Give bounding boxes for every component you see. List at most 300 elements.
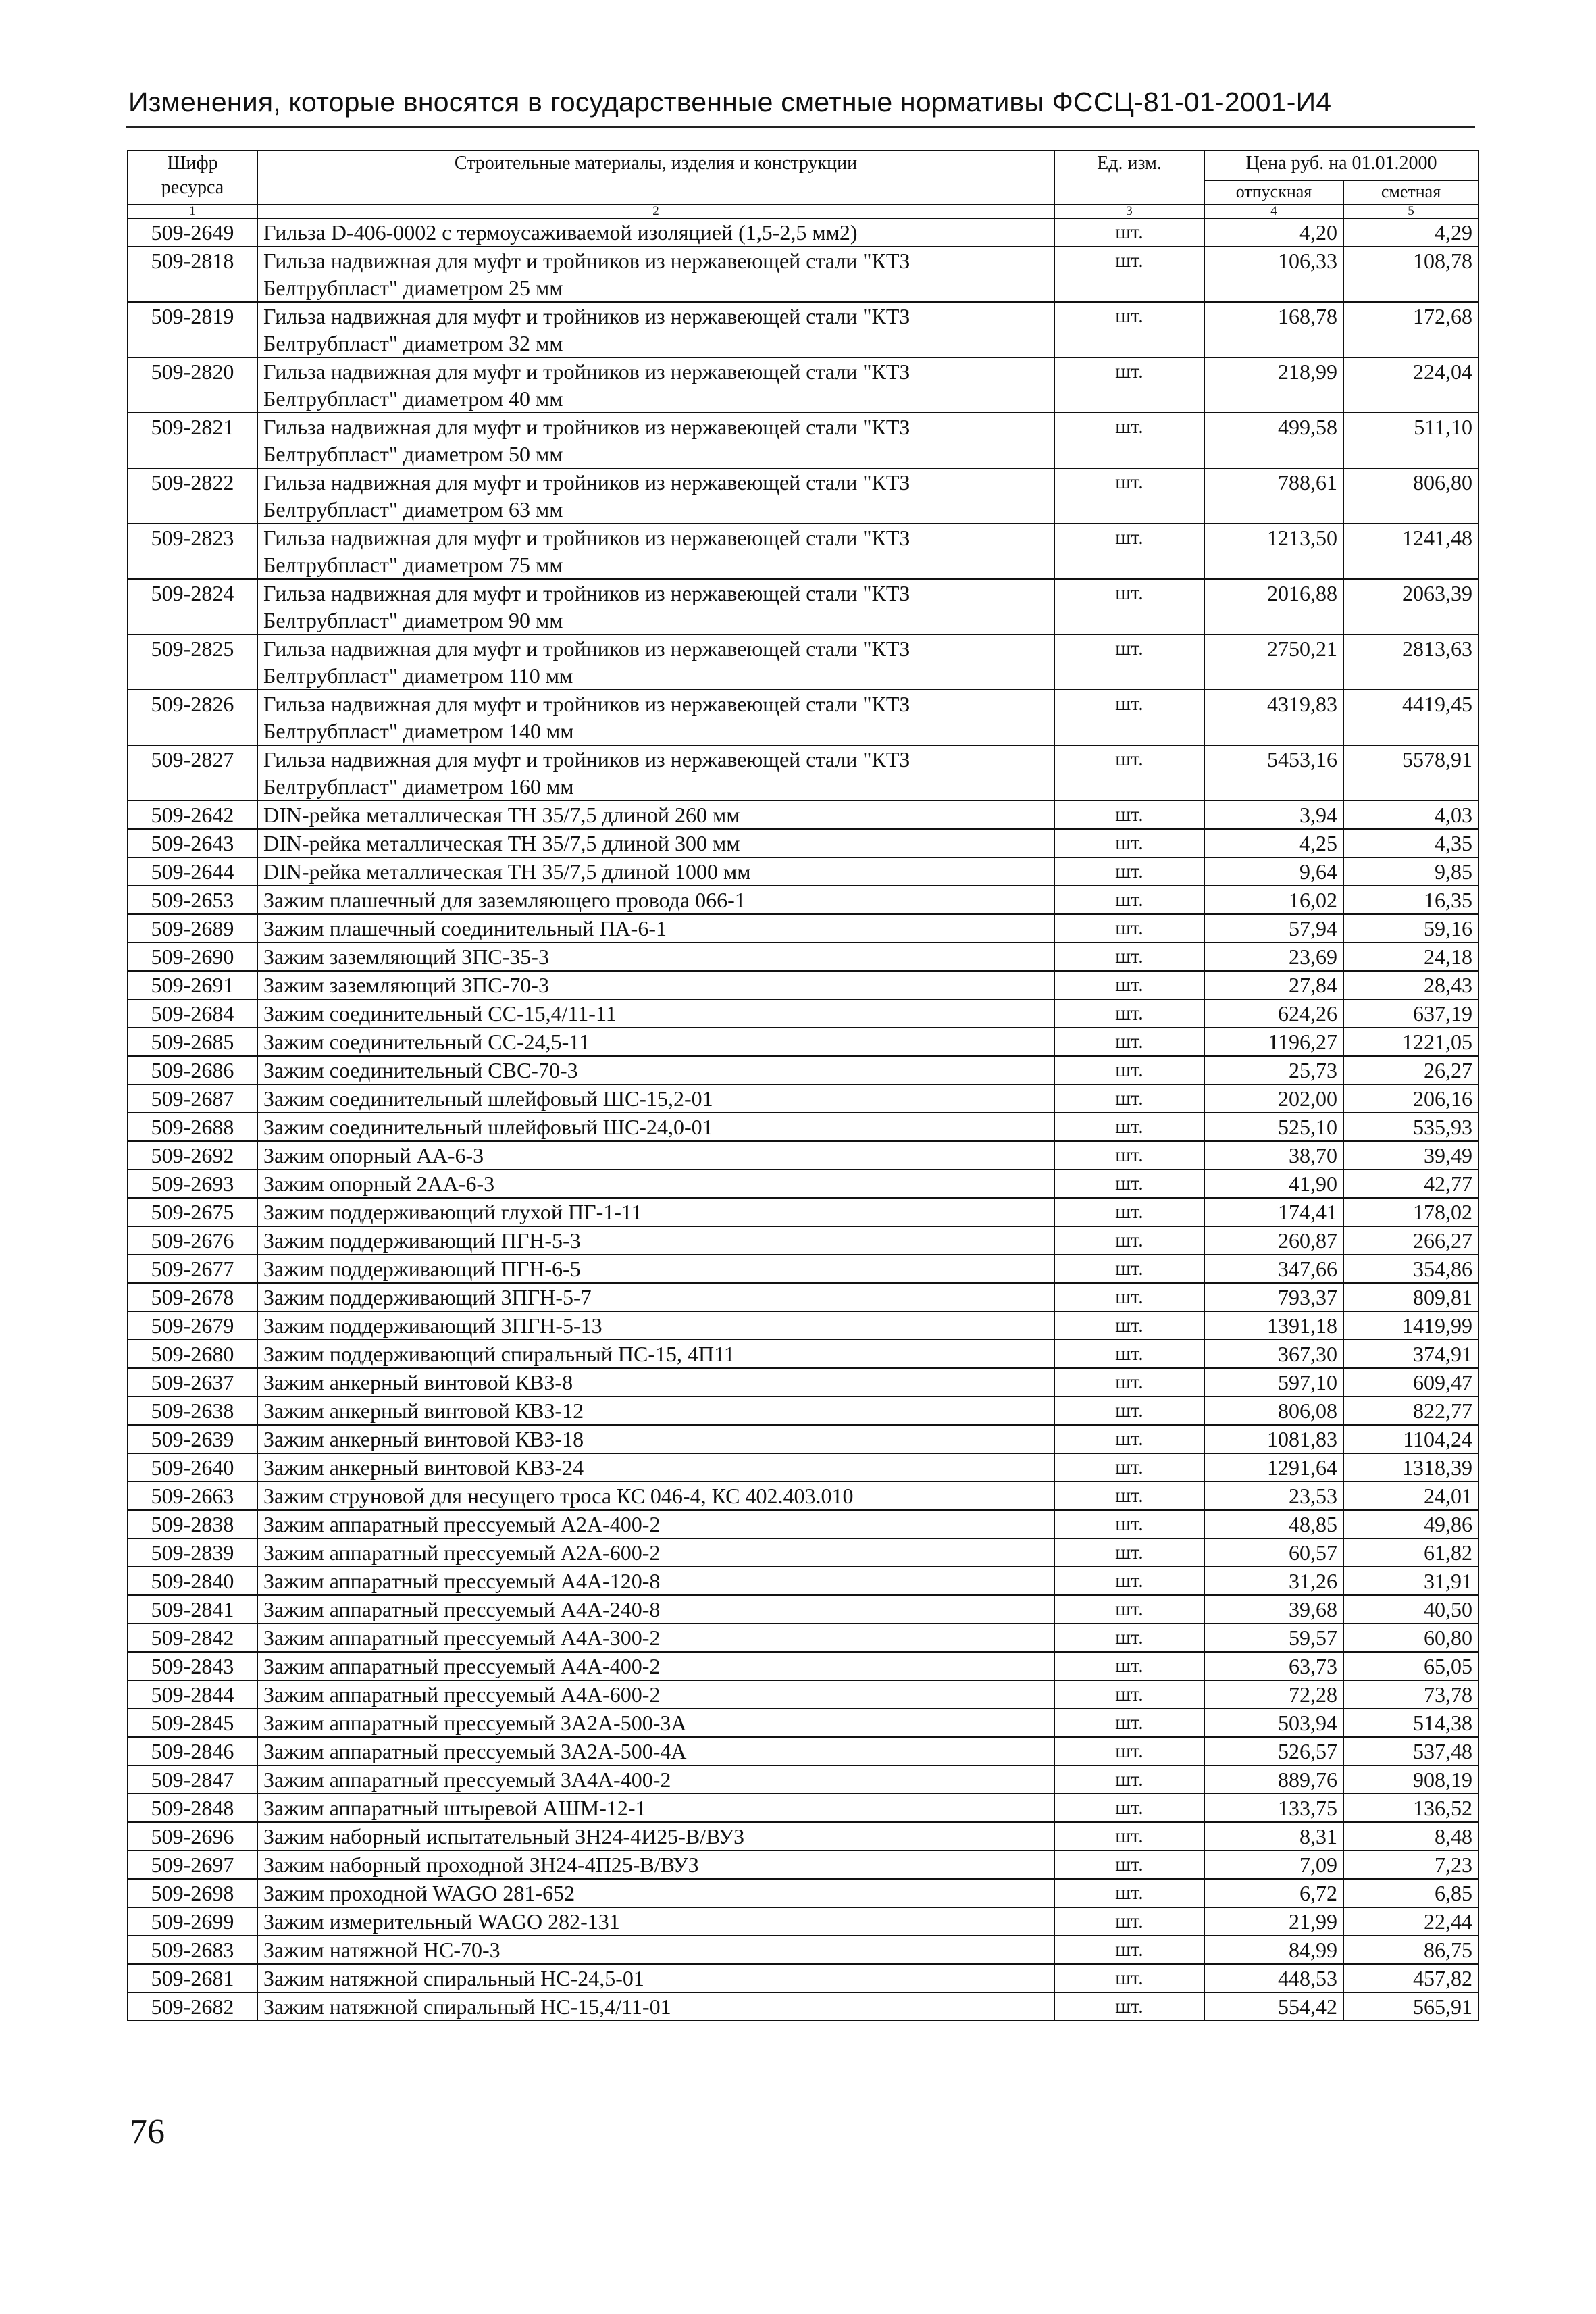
table-row [128,1453,1478,1482]
table-row [128,302,1478,357]
cell-price-estimate: 535,93 [1343,1113,1478,1141]
cell-code: 509-2675 [128,1198,257,1226]
cell-code: 509-2842 [128,1624,257,1652]
header-code: Шифр ресурса [128,151,257,205]
cell-price-release: 2750,21 [1204,634,1343,690]
table-row [128,999,1478,1028]
cell-price-estimate: 809,81 [1343,1283,1478,1311]
cell-unit: шт. [1054,1084,1204,1113]
cell-price-estimate: 31,91 [1343,1567,1478,1595]
cell-unit: шт. [1054,829,1204,857]
table-row [128,1255,1478,1283]
cell-unit: шт. [1054,690,1204,745]
cell-price-release: 5453,16 [1204,745,1343,801]
cell-code: 509-2679 [128,1311,257,1340]
cell-unit: шт. [1054,1056,1204,1084]
cell-price-release: 525,10 [1204,1113,1343,1141]
table-row [128,1936,1478,1964]
cell-price-estimate: 4,29 [1343,218,1478,247]
cell-name: DIN-рейка металлическая ТН 35/7,5 длиной 300 мм [257,829,1054,857]
cell-price-release: 39,68 [1204,1595,1343,1624]
cell-name: Зажим аппаратный штыревой АШМ-12-1 [257,1794,1054,1822]
cell-price-estimate: 4419,45 [1343,690,1478,745]
cell-code: 509-2823 [128,524,257,579]
cell-price-release: 2016,88 [1204,579,1343,634]
cell-name: Зажим аппаратный прессуемый 3А2А-500-3А [257,1709,1054,1737]
cell-code: 509-2642 [128,801,257,829]
header-price-estimate: сметная [1343,180,1478,205]
cell-name: Зажим аппаратный прессуемый 3А4А-400-2 [257,1765,1054,1794]
cell-price-release: 6,72 [1204,1879,1343,1907]
table-row [128,829,1478,857]
cell-unit: шт. [1054,1453,1204,1482]
cell-unit: шт. [1054,1907,1204,1936]
cell-code: 509-2689 [128,914,257,942]
table-row [128,1368,1478,1397]
cell-price-release: 31,26 [1204,1567,1343,1595]
cell-code: 509-2848 [128,1794,257,1822]
cell-unit: шт. [1054,1425,1204,1453]
cell-price-estimate: 40,50 [1343,1595,1478,1624]
table-row [128,1680,1478,1709]
cell-unit: шт. [1054,886,1204,914]
cell-code: 509-2820 [128,357,257,413]
cell-name: Зажим поддерживающий ПГН-6-5 [257,1255,1054,1283]
cell-price-estimate: 822,77 [1343,1397,1478,1425]
cell-name: Зажим плашечный соединительный ПА-6-1 [257,914,1054,942]
table-row [128,1765,1478,1794]
table-row [128,690,1478,745]
cell-price-estimate: 59,16 [1343,914,1478,942]
cell-price-estimate: 42,77 [1343,1169,1478,1198]
table-row [128,1226,1478,1255]
cell-price-release: 72,28 [1204,1680,1343,1709]
cell-code: 509-2826 [128,690,257,745]
cell-name: Гильза надвижная для муфт и тройников из нержавеющей стали "КТЗ Белтрубпласт" диаметром 110 мм [257,634,1054,690]
cell-price-estimate: 16,35 [1343,886,1478,914]
cell-name: Зажим натяжной спиральный НС-15,4/11-01 [257,1992,1054,2021]
cell-price-estimate: 637,19 [1343,999,1478,1028]
cell-price-estimate: 537,48 [1343,1737,1478,1765]
cell-name: Зажим проходной WAGO 281-652 [257,1879,1054,1907]
cell-unit: шт. [1054,914,1204,942]
cell-code: 509-2825 [128,634,257,690]
table-row [128,1595,1478,1624]
header-unit: Ед. изм. [1054,151,1204,205]
cell-price-release: 8,31 [1204,1822,1343,1851]
cell-price-estimate: 9,85 [1343,857,1478,886]
cell-name: Зажим соединительный шлейфовый ШС-15,2-01 [257,1084,1054,1113]
table-row [128,634,1478,690]
cell-name: Гильза надвижная для муфт и тройников из нержавеющей стали "КТЗ Белтрубпласт" диаметром 40 мм [257,357,1054,413]
cell-price-estimate: 609,47 [1343,1368,1478,1397]
cell-price-estimate: 565,91 [1343,1992,1478,2021]
cell-price-estimate: 6,85 [1343,1879,1478,1907]
cell-price-release: 503,94 [1204,1709,1343,1737]
table-row [128,524,1478,579]
cell-unit: шт. [1054,524,1204,579]
cell-price-estimate: 4,03 [1343,801,1478,829]
cell-price-estimate: 2813,63 [1343,634,1478,690]
cell-unit: шт. [1054,1283,1204,1311]
table-row [128,1113,1478,1141]
cell-unit: шт. [1054,1510,1204,1538]
cell-name: Зажим аппаратный прессуемый 3А2А-500-4А [257,1737,1054,1765]
table-row [128,1425,1478,1453]
cell-name: Зажим соединительный СВС-70-3 [257,1056,1054,1084]
page-header-title: Изменения, которые вносятся в государственные сметные нормативы ФССЦ-81-01-2001-И4 [128,86,1332,118]
cell-code: 509-2699 [128,1907,257,1936]
cell-unit: шт. [1054,1169,1204,1198]
cell-name: Зажим поддерживающий ПГН-5-3 [257,1226,1054,1255]
table-row [128,1992,1478,2021]
cell-price-estimate: 908,19 [1343,1765,1478,1794]
cell-unit: шт. [1054,468,1204,524]
cell-price-release: 218,99 [1204,357,1343,413]
cell-price-release: 788,61 [1204,468,1343,524]
cell-code: 509-2697 [128,1851,257,1879]
cell-price-release: 3,94 [1204,801,1343,829]
table-row [128,1794,1478,1822]
cell-price-release: 624,26 [1204,999,1343,1028]
cell-price-release: 1081,83 [1204,1425,1343,1453]
cell-price-release: 889,76 [1204,1765,1343,1794]
cell-unit: шт. [1054,1652,1204,1680]
cell-name: Гильза надвижная для муфт и тройников из нержавеющей стали "КТЗ Белтрубпласт" диаметром 160 мм [257,745,1054,801]
cell-code: 509-2653 [128,886,257,914]
table-row [128,971,1478,999]
header-price-group: Цена руб. на 01.01.2000 [1204,151,1478,180]
table-body [128,218,1478,2021]
cell-code: 509-2649 [128,218,257,247]
cell-name: Зажим анкерный винтовой КВЗ-18 [257,1425,1054,1453]
cell-code: 509-2692 [128,1141,257,1169]
cell-price-release: 260,87 [1204,1226,1343,1255]
cell-name: Зажим аппаратный прессуемый А4А-120-8 [257,1567,1054,1595]
resource-price-table [127,150,1479,2021]
cell-unit: шт. [1054,1368,1204,1397]
cell-price-release: 499,58 [1204,413,1343,468]
table-row [128,1879,1478,1907]
cell-price-estimate: 73,78 [1343,1680,1478,1709]
table-row [128,1283,1478,1311]
cell-unit: шт. [1054,745,1204,801]
header-price-release: отпускная [1204,180,1343,205]
cell-unit: шт. [1054,857,1204,886]
cell-price-estimate: 266,27 [1343,1226,1478,1255]
cell-price-estimate: 1221,05 [1343,1028,1478,1056]
cell-name: Зажим анкерный винтовой КВЗ-8 [257,1368,1054,1397]
table-row [128,357,1478,413]
cell-price-estimate: 206,16 [1343,1084,1478,1113]
page-number: 76 [130,2113,165,2151]
cell-price-release: 4,25 [1204,829,1343,857]
cell-code: 509-2838 [128,1510,257,1538]
cell-unit: шт. [1054,1113,1204,1141]
cell-code: 509-2690 [128,942,257,971]
cell-name: Зажим поддерживающий спиральный ПС-15, 4П11 [257,1340,1054,1368]
cell-code: 509-2644 [128,857,257,886]
cell-name: Зажим соединительный СС-24,5-11 [257,1028,1054,1056]
table-row [128,1964,1478,1992]
cell-unit: шт. [1054,942,1204,971]
cell-unit: шт. [1054,1765,1204,1794]
cell-unit: шт. [1054,1822,1204,1851]
cell-name: Зажим поддерживающий 3ПГН-5-13 [257,1311,1054,1340]
cell-unit: шт. [1054,1028,1204,1056]
cell-code: 509-2824 [128,579,257,634]
cell-code: 509-2684 [128,999,257,1028]
cell-code: 509-2682 [128,1992,257,2021]
cell-unit: шт. [1054,302,1204,357]
table-row [128,468,1478,524]
cell-code: 509-2693 [128,1169,257,1198]
cell-unit: шт. [1054,1964,1204,1992]
cell-code: 509-2680 [128,1340,257,1368]
cell-name: Зажим аппаратный прессуемый А2А-600-2 [257,1538,1054,1567]
cell-unit: шт. [1054,1851,1204,1879]
cell-price-release: 1291,64 [1204,1453,1343,1482]
cell-name: Зажим измерительный WAGO 282-131 [257,1907,1054,1936]
table-row [128,247,1478,302]
cell-code: 509-2687 [128,1084,257,1113]
cell-name: Зажим наборный испытательный ЗН24-4И25-В/ВУЗ [257,1822,1054,1851]
cell-price-release: 1196,27 [1204,1028,1343,1056]
column-number: 5 [1343,205,1478,218]
header-name: Строительные материалы, изделия и конструкции [257,151,1054,205]
cell-price-release: 168,78 [1204,302,1343,357]
cell-price-release: 38,70 [1204,1141,1343,1169]
cell-price-estimate: 49,86 [1343,1510,1478,1538]
table-row [128,914,1478,942]
cell-code: 509-2845 [128,1709,257,1737]
cell-code: 509-2678 [128,1283,257,1311]
cell-name: Гильза надвижная для муфт и тройников из нержавеющей стали "КТЗ Белтрубпласт" диаметром 75 мм [257,524,1054,579]
table-row [128,1311,1478,1340]
cell-unit: шт. [1054,1879,1204,1907]
cell-name: Зажим аппаратный прессуемый А4А-300-2 [257,1624,1054,1652]
table-row [128,886,1478,914]
cell-unit: шт. [1054,1992,1204,2021]
cell-unit: шт. [1054,1141,1204,1169]
cell-unit: шт. [1054,1709,1204,1737]
column-number: 2 [257,205,1054,218]
cell-price-estimate: 178,02 [1343,1198,1478,1226]
cell-code: 509-2822 [128,468,257,524]
cell-name: Зажим анкерный винтовой КВЗ-12 [257,1397,1054,1425]
cell-unit: шт. [1054,1340,1204,1368]
cell-unit: шт. [1054,1482,1204,1510]
cell-price-release: 133,75 [1204,1794,1343,1822]
cell-price-estimate: 24,18 [1343,942,1478,971]
cell-unit: шт. [1054,1397,1204,1425]
table-row [128,1510,1478,1538]
cell-code: 509-2691 [128,971,257,999]
cell-name: DIN-рейка металлическая ТН 35/7,5 длиной 1000 мм [257,857,1054,886]
cell-code: 509-2643 [128,829,257,857]
cell-code: 509-2639 [128,1425,257,1453]
cell-name: Гильза надвижная для муфт и тройников из нержавеющей стали "КТЗ Белтрубпласт" диаметром 140 мм [257,690,1054,745]
cell-price-release: 7,09 [1204,1851,1343,1879]
cell-price-release: 27,84 [1204,971,1343,999]
cell-price-release: 23,69 [1204,942,1343,971]
cell-price-release: 1213,50 [1204,524,1343,579]
cell-price-estimate: 65,05 [1343,1652,1478,1680]
cell-code: 509-2827 [128,745,257,801]
cell-price-release: 25,73 [1204,1056,1343,1084]
cell-price-release: 448,53 [1204,1964,1343,1992]
cell-code: 509-2846 [128,1737,257,1765]
table-row [128,413,1478,468]
column-number: 3 [1054,205,1204,218]
cell-price-release: 526,57 [1204,1737,1343,1765]
table-header [128,151,1478,218]
table-row [128,1624,1478,1652]
cell-code: 509-2843 [128,1652,257,1680]
cell-price-estimate: 511,10 [1343,413,1478,468]
cell-code: 509-2683 [128,1936,257,1964]
cell-price-estimate: 457,82 [1343,1964,1478,1992]
table-row [128,1482,1478,1510]
cell-unit: шт. [1054,1737,1204,1765]
cell-unit: шт. [1054,1680,1204,1709]
cell-unit: шт. [1054,1226,1204,1255]
table-row [128,857,1478,886]
table-row [128,579,1478,634]
cell-unit: шт. [1054,357,1204,413]
table-row [128,1907,1478,1936]
cell-unit: шт. [1054,1794,1204,1822]
cell-price-estimate: 60,80 [1343,1624,1478,1652]
cell-unit: шт. [1054,413,1204,468]
cell-price-release: 23,53 [1204,1482,1343,1510]
cell-code: 509-2663 [128,1482,257,1510]
cell-price-release: 48,85 [1204,1510,1343,1538]
cell-code: 509-2819 [128,302,257,357]
cell-unit: шт. [1054,247,1204,302]
cell-name: Зажим опорный 2АА-6-3 [257,1169,1054,1198]
table-row [128,218,1478,247]
table-row [128,1737,1478,1765]
cell-price-release: 63,73 [1204,1652,1343,1680]
cell-price-release: 59,57 [1204,1624,1343,1652]
cell-price-release: 367,30 [1204,1340,1343,1368]
cell-code: 509-2841 [128,1595,257,1624]
cell-price-release: 106,33 [1204,247,1343,302]
table-row [128,1822,1478,1851]
cell-code: 509-2821 [128,413,257,468]
cell-name: Зажим соединительный шлейфовый ШС-24,0-01 [257,1113,1054,1141]
table-row [128,1397,1478,1425]
cell-name: Зажим заземляющий ЗПС-35-3 [257,942,1054,971]
cell-price-release: 554,42 [1204,1992,1343,2021]
cell-code: 509-2686 [128,1056,257,1084]
cell-price-estimate: 172,68 [1343,302,1478,357]
cell-price-estimate: 1241,48 [1343,524,1478,579]
cell-name: Зажим анкерный винтовой КВЗ-24 [257,1453,1054,1482]
cell-unit: шт. [1054,1311,1204,1340]
cell-price-estimate: 224,04 [1343,357,1478,413]
cell-price-release: 806,08 [1204,1397,1343,1425]
cell-code: 509-2818 [128,247,257,302]
cell-name: Зажим заземляющий ЗПС-70-3 [257,971,1054,999]
table-row [128,1198,1478,1226]
cell-name: Зажим поддерживающий глухой ПГ-1-11 [257,1198,1054,1226]
cell-price-release: 4,20 [1204,218,1343,247]
table-row [128,942,1478,971]
cell-unit: шт. [1054,1538,1204,1567]
cell-price-release: 57,94 [1204,914,1343,942]
cell-code: 509-2688 [128,1113,257,1141]
cell-code: 509-2640 [128,1453,257,1482]
cell-name: Зажим аппаратный прессуемый А4А-600-2 [257,1680,1054,1709]
cell-unit: шт. [1054,634,1204,690]
cell-price-estimate: 136,52 [1343,1794,1478,1822]
cell-unit: шт. [1054,1198,1204,1226]
cell-price-estimate: 39,49 [1343,1141,1478,1169]
cell-price-estimate: 22,44 [1343,1907,1478,1936]
cell-unit: шт. [1054,999,1204,1028]
cell-name: Зажим натяжной НС-70-3 [257,1936,1054,1964]
table-row [128,1340,1478,1368]
cell-name: Зажим соединительный СС-15,4/11-11 [257,999,1054,1028]
cell-price-release: 597,10 [1204,1368,1343,1397]
cell-name: Зажим опорный АА-6-3 [257,1141,1054,1169]
cell-code: 509-2696 [128,1822,257,1851]
cell-price-release: 16,02 [1204,886,1343,914]
cell-price-estimate: 86,75 [1343,1936,1478,1964]
table-row [128,1652,1478,1680]
table-row [128,1141,1478,1169]
table-row [128,1538,1478,1567]
cell-price-release: 41,90 [1204,1169,1343,1198]
cell-code: 509-2847 [128,1765,257,1794]
cell-code: 509-2637 [128,1368,257,1397]
cell-price-estimate: 1318,39 [1343,1453,1478,1482]
cell-unit: шт. [1054,1595,1204,1624]
cell-price-estimate: 514,38 [1343,1709,1478,1737]
table-row [128,1567,1478,1595]
cell-code: 509-2839 [128,1538,257,1567]
cell-name: Гильза надвижная для муфт и тройников из нержавеющей стали "КТЗ Белтрубпласт" диаметром 32 мм [257,302,1054,357]
cell-unit: шт. [1054,218,1204,247]
table-row [128,1709,1478,1737]
cell-price-estimate: 61,82 [1343,1538,1478,1567]
table-row [128,1084,1478,1113]
cell-price-release: 793,37 [1204,1283,1343,1311]
cell-price-release: 84,99 [1204,1936,1343,1964]
cell-price-estimate: 354,86 [1343,1255,1478,1283]
cell-unit: шт. [1054,1624,1204,1652]
cell-name: Гильза надвижная для муфт и тройников из нержавеющей стали "КТЗ Белтрубпласт" диаметром 63 мм [257,468,1054,524]
cell-name: Гильза надвижная для муфт и тройников из нержавеющей стали "КТЗ Белтрубпласт" диаметром 50 мм [257,413,1054,468]
cell-price-release: 174,41 [1204,1198,1343,1226]
column-number: 4 [1204,205,1343,218]
cell-price-release: 347,66 [1204,1255,1343,1283]
cell-name: Зажим поддерживающий 3ПГН-5-7 [257,1283,1054,1311]
cell-unit: шт. [1054,801,1204,829]
cell-price-estimate: 24,01 [1343,1482,1478,1510]
cell-unit: шт. [1054,1936,1204,1964]
cell-price-release: 9,64 [1204,857,1343,886]
cell-code: 509-2844 [128,1680,257,1709]
cell-code: 509-2681 [128,1964,257,1992]
cell-unit: шт. [1054,579,1204,634]
cell-name: Зажим плашечный для заземляющего провода 066-1 [257,886,1054,914]
cell-price-release: 202,00 [1204,1084,1343,1113]
cell-name: Зажим натяжной спиральный НС-24,5-01 [257,1964,1054,1992]
cell-price-estimate: 5578,91 [1343,745,1478,801]
